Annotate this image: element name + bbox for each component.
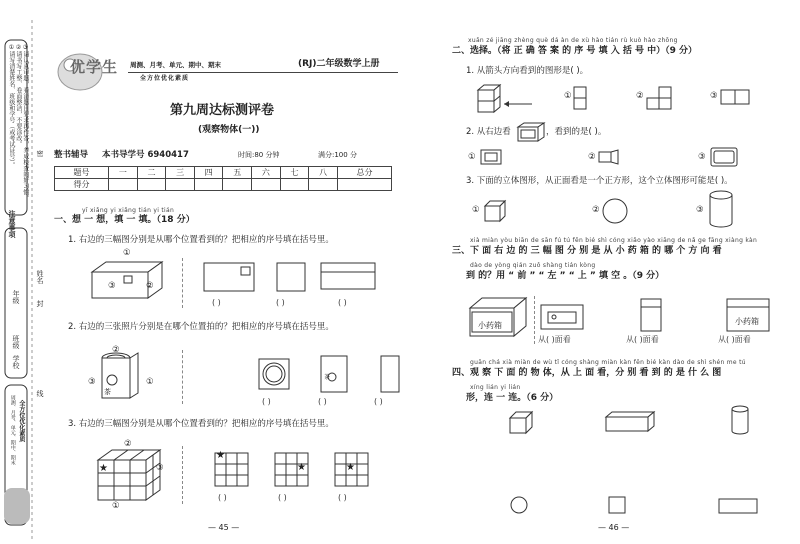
score-table-header-row (55, 167, 392, 179)
section4-line-2: 形，连 一 连。（6 分） (466, 393, 559, 403)
section4-pinyin-2: xíng lián yi lián (470, 384, 521, 391)
question-2-2-b: ，看到的是( )。 (546, 127, 607, 137)
star-icon: ★ (216, 450, 225, 461)
top-view-circle[interactable] (510, 496, 528, 514)
label-2-top: ② (112, 345, 120, 355)
section3-pinyin-2: dào de yòng qián zuǒ shàng tián kòng (470, 262, 596, 269)
tv-figure (516, 122, 546, 142)
answer-blank[interactable]: ( ) (318, 397, 327, 406)
two-cubes-with-arrow-figure (476, 82, 538, 114)
answer-blank[interactable]: ( ) (338, 298, 347, 307)
question-1-2: 2. 右边的三张照片分别是在哪个位置拍的？把相应的序号填在括号里。 (68, 322, 334, 332)
score-cell[interactable] (309, 179, 338, 191)
object-cube[interactable] (508, 410, 534, 434)
object-cuboid[interactable] (604, 410, 656, 432)
score-header-cell: 总分 (337, 167, 391, 179)
section3-pinyin-1: xià miàn yòu biān de sān fú tú fēn bié shì cóng xiǎo yào xiāng de nǎ ge fāng xiàng kàn (470, 237, 758, 244)
page-number-left: — 45 — (208, 523, 240, 532)
view-front-label: 小药箱 (735, 317, 759, 326)
section3-line-1: 三、下 面 右 边 的 三 幅 图 分 别 是 从 小 药 箱 的 哪 个 方 向 看 (452, 246, 722, 256)
star-icon: ★ (297, 462, 306, 473)
section1-title: 一、想 一 想，填 一 填。（18 分） (54, 215, 195, 225)
score-header-cell: 五 (223, 167, 252, 179)
label-1-top: ① (123, 248, 131, 258)
school-label: 学校 (12, 355, 21, 369)
answer-blank[interactable]: ( ) (218, 493, 227, 502)
feng-label: 封 (36, 300, 45, 307)
section4-pinyin-1: guān chá xià miàn de wù tǐ cóng shàng miàn kàn fēn bié kàn dào de shì shén me tú (470, 359, 746, 366)
answer-blank[interactable]: ( ) (278, 493, 287, 502)
notice-item-3: ③请认真审题，看清题目要求再作答，养成检查的好习惯。 (21, 44, 29, 201)
option-2-shape[interactable] (646, 86, 672, 110)
option-2-label[interactable]: ② (588, 152, 596, 162)
grade-label: 年级 (12, 290, 21, 304)
question-2-3: 3. 下面的立体图形，从正面看是一个正方形，这个立体图形可能是( )。 (466, 176, 733, 186)
view-left (640, 298, 662, 332)
option-2-label[interactable]: ② (636, 91, 644, 101)
mi-label: 密 (36, 150, 45, 157)
option-1-label[interactable]: ① (472, 205, 480, 215)
answer-blank[interactable]: ( ) (374, 397, 383, 406)
q2-view-a (258, 358, 290, 390)
q1-view-c (320, 262, 376, 290)
time-limit: 时间:80 分钟 (238, 151, 280, 159)
answer-blank[interactable]: ( ) (276, 298, 285, 307)
section2-pinyin: xuǎn zé jiāng zhèng què dá àn de xù hào tián rù kuò hào zhōng (468, 37, 678, 44)
option-1-label[interactable]: ① (564, 91, 572, 101)
section2-title: 二、选择。（将 正 确 答 案 的 序 号 填 入 括 号 中）（9 分） (452, 46, 697, 56)
question-2-2-a: 2. 从右边看 (466, 127, 511, 137)
score-header-cell: 三 (166, 167, 195, 179)
score-row-label: 得分 (55, 179, 109, 191)
score-header-cell: 八 (309, 167, 338, 179)
section3-line-2: 到 的？用 “ 前 ” “ 左 ” “ 上 ” 填 空 。（9 分） (466, 271, 665, 281)
option-2-tv-side[interactable] (598, 149, 620, 165)
question-2-1: 1. 从箭头方向看到的图形是( )。 (466, 66, 589, 76)
binding-strip (0, 0, 48, 544)
binding-logo-icon (4, 488, 30, 524)
option-1-shape[interactable] (573, 86, 587, 110)
series-title: (RJ)二年级数学上册 (298, 59, 380, 69)
header-rule (128, 72, 398, 73)
score-cell[interactable] (109, 179, 138, 191)
page-number-right: — 46 — (598, 523, 630, 532)
star-icon: ★ (99, 463, 108, 474)
q3-divider (182, 446, 183, 504)
tea-label-view: 茶 (324, 374, 331, 381)
class-label: 班级 (12, 335, 21, 349)
section4-line-1: 四、观 察 下 面 的 物 体，从 上 面 看，分 别 看 到 的 是 什 么 图 (452, 368, 722, 378)
view-front (726, 298, 770, 332)
xian-label: 线 (36, 390, 45, 397)
label-1-side: ② (146, 281, 154, 291)
look-from-blank[interactable]: 从( )面看 (538, 335, 571, 344)
cube-stack-figure (94, 446, 164, 504)
page-title: 第九周达标测评卷 (170, 103, 275, 118)
object-cylinder[interactable] (730, 405, 750, 435)
option-1-label[interactable]: ① (468, 152, 476, 162)
score-cell[interactable] (194, 179, 223, 191)
q1-divider (182, 258, 183, 308)
question-1-1: 1. 右边的三幅图分别是从哪个位置看到的？把相应的序号填在括号里。 (68, 235, 334, 245)
option-3-label[interactable]: ③ (698, 152, 706, 162)
box-with-stamp-figure (86, 258, 176, 308)
score-header-cell: 六 (252, 167, 281, 179)
q1-view-a (203, 262, 255, 292)
label-2-side: ① (146, 377, 154, 387)
score-cell[interactable] (166, 179, 195, 191)
label-3-top: ② (124, 439, 132, 449)
medicine-box-figure (468, 296, 530, 340)
option-3-shape[interactable] (720, 89, 750, 105)
option-1-tv-top[interactable] (480, 149, 502, 165)
q1-view-b (276, 262, 306, 292)
q2-view-c (380, 355, 400, 393)
answer-blank[interactable]: ( ) (338, 493, 347, 502)
notice-item-2: ②请书写工整、卷面整洁，不要涂改。 (14, 44, 22, 147)
binding-bottom-text: 周测、月考、单元、期中、期末 (9, 395, 16, 465)
page-right (448, 0, 800, 544)
brand-tagline: 周测、月考、单元、期中、期末 (130, 61, 221, 69)
full-score: 满分:100 分 (318, 151, 357, 159)
option-3-cylinder[interactable] (708, 190, 734, 228)
section3-divider (534, 296, 535, 344)
page-subtitle: (观察物体(一)) (198, 125, 260, 135)
look-from-blank[interactable]: 从( )面看 (718, 335, 751, 344)
option-3-tv-front[interactable] (710, 147, 738, 167)
notice-title: 注意事项 (8, 210, 17, 238)
label-2-front: ③ (88, 377, 96, 387)
score-cell[interactable] (137, 179, 166, 191)
label-3-side: ③ (156, 463, 164, 473)
score-header-cell: 题号 (55, 167, 109, 179)
name-label: 姓名 (36, 270, 45, 284)
section1-pinyin: yī xiǎng yi xiǎng tián yi tián (82, 207, 175, 214)
score-header-cell: 四 (194, 167, 223, 179)
medicine-box-label: 小药箱 (478, 321, 502, 330)
guide-code: 本书导学号 6940417 (102, 150, 189, 160)
score-header-cell: 七 (280, 167, 309, 179)
option-2-sphere[interactable] (602, 198, 628, 224)
q2-divider (182, 350, 183, 404)
option-1-cube[interactable] (484, 200, 506, 222)
brand-slogan: 全方位优化素质 (140, 75, 190, 82)
option-3-label[interactable]: ③ (696, 205, 704, 215)
score-cell[interactable] (252, 179, 281, 191)
top-view-rectangle[interactable] (718, 498, 758, 514)
score-table-score-row (55, 179, 392, 191)
score-header-cell: 二 (137, 167, 166, 179)
top-view-square[interactable] (608, 496, 626, 514)
label-3-front: ① (112, 501, 120, 511)
answer-blank[interactable]: ( ) (262, 397, 271, 406)
binding-bottom-slogan: 全方位优化素质 (17, 400, 25, 442)
view-top (540, 304, 584, 330)
look-from-blank[interactable]: 从( )面看 (626, 335, 659, 344)
answer-blank[interactable]: ( ) (212, 298, 221, 307)
option-2-label[interactable]: ② (592, 205, 600, 215)
tea-label: 茶 (104, 388, 111, 396)
option-3-label[interactable]: ③ (710, 91, 718, 101)
star-icon: ★ (346, 462, 355, 473)
tea-can-figure (94, 350, 144, 404)
notice-item-1: ①请写清楚姓名、班级和学号（或考试证号）。 (7, 44, 15, 168)
score-cell[interactable] (280, 179, 309, 191)
score-cell[interactable] (223, 179, 252, 191)
page-left (48, 0, 402, 544)
label-1-front: ③ (108, 281, 116, 291)
brand-name: 优学生 (70, 58, 119, 76)
guide-label: 整书辅导 (54, 150, 89, 160)
score-cell[interactable] (337, 179, 391, 191)
question-1-3: 3. 右边的三幅图分别是从哪个位置看到的？把相应的序号填在括号里。 (68, 419, 334, 429)
score-header-cell: 一 (109, 167, 138, 179)
score-table (54, 166, 392, 191)
